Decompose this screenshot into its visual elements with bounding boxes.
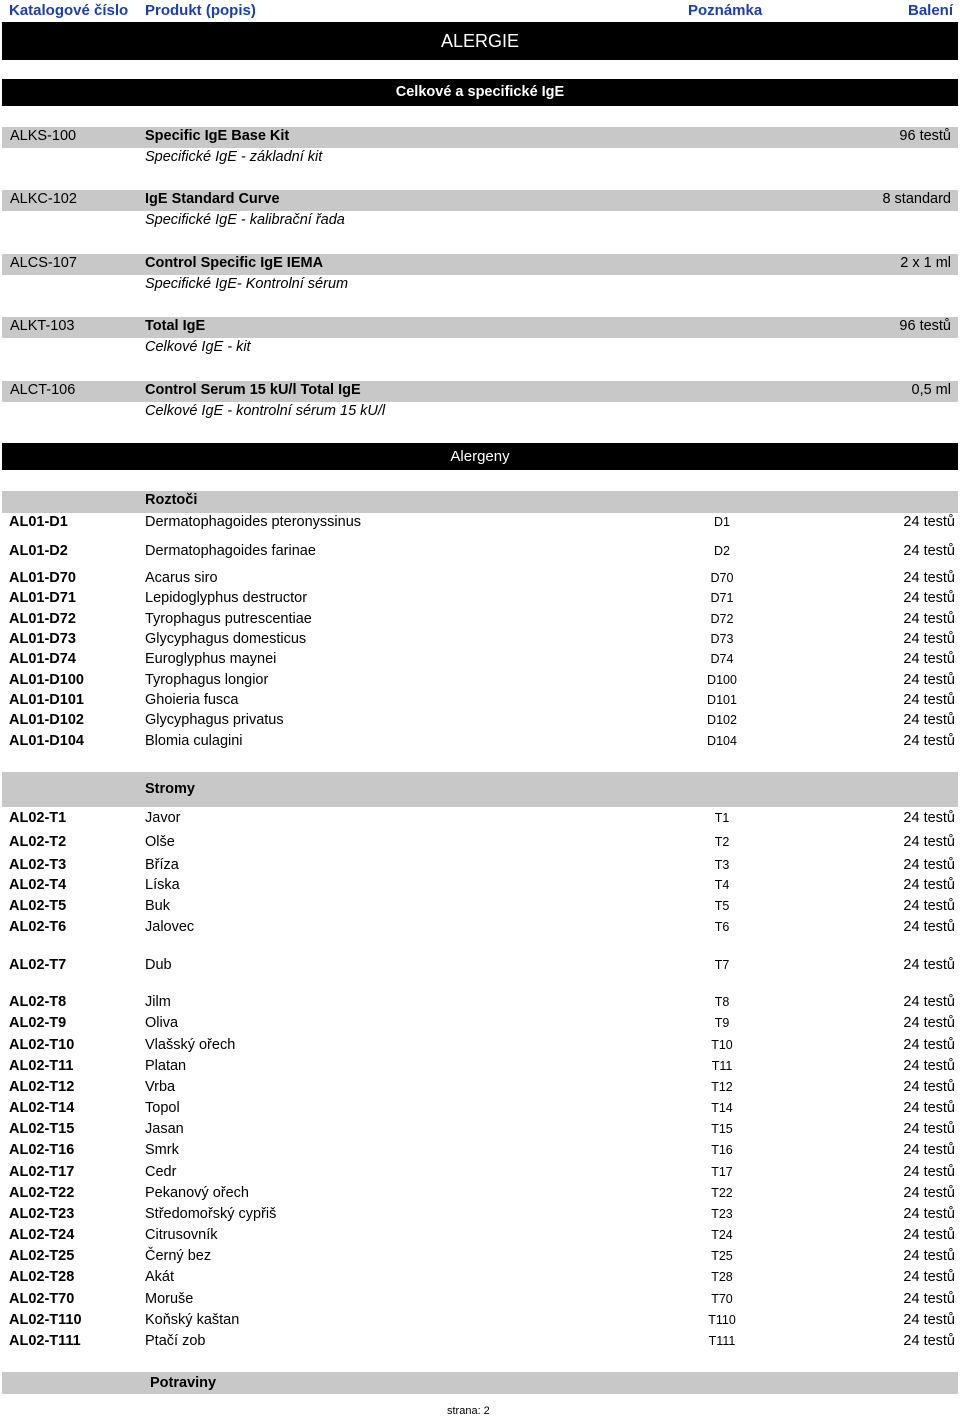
allergen-note: T25 — [711, 1249, 733, 1263]
allergen-pack: 24 testů — [903, 712, 955, 728]
allergen-note: D72 — [710, 612, 734, 626]
allergen-note: T28 — [711, 1270, 733, 1284]
allergen-code: AL02-T4 — [9, 877, 67, 893]
allergen-name: Olše — [145, 834, 175, 850]
allergen-code: AL02-T22 — [9, 1185, 75, 1201]
allergen-pack: 24 testů — [903, 672, 955, 688]
section-title-bar — [2, 22, 958, 60]
allergen-note: D104 — [707, 734, 737, 748]
allergen-code: AL02-T23 — [9, 1206, 75, 1222]
allergen-code: AL01-D74 — [9, 651, 76, 667]
header-catalog-number: Katalogové číslo — [9, 2, 129, 19]
allergen-pack: 24 testů — [903, 1269, 955, 1285]
page-footer: strana: 2 — [447, 1405, 490, 1417]
allergen-pack: 24 testů — [903, 1227, 955, 1243]
allergen-pack: 24 testů — [903, 810, 955, 826]
allergen-name: Glycyphagus domesticus — [145, 631, 307, 647]
ige-pack: 2 x 1 ml — [900, 255, 951, 271]
allergen-pack: 24 testů — [903, 631, 955, 647]
allergen-note: D70 — [710, 571, 734, 585]
allergen-note: D71 — [710, 591, 734, 605]
allergen-name: Tyrophagus putrescentiae — [145, 611, 312, 627]
allergen-name: Líska — [145, 877, 180, 893]
allergen-name: Smrk — [145, 1142, 179, 1158]
allergen-code: AL02-T110 — [9, 1312, 82, 1328]
subsection-title-allergens: Alergeny — [450, 448, 510, 465]
allergen-name: Acarus siro — [145, 570, 218, 586]
allergen-name: Tyrophagus longior — [145, 672, 269, 688]
allergen-code: AL02-T24 — [9, 1227, 75, 1243]
allergen-pack: 24 testů — [903, 877, 955, 893]
group-title-mites: Roztoči — [145, 492, 198, 508]
ige-pack: 96 testů — [899, 318, 951, 334]
allergen-note: T110 — [708, 1313, 736, 1327]
ige-pack: 8 standard — [882, 191, 951, 207]
allergen-note: T12 — [711, 1080, 733, 1094]
ige-code: ALKT-103 — [10, 318, 75, 334]
allergen-pack: 24 testů — [903, 611, 955, 627]
allergen-pack: 24 testů — [903, 994, 955, 1010]
allergen-note: T10 — [711, 1038, 733, 1052]
allergen-pack: 24 testů — [903, 1312, 955, 1328]
ige-description: Specifické IgE- Kontrolní sérum — [145, 276, 349, 292]
ige-code: ALCS-107 — [10, 255, 77, 271]
allergen-note: T3 — [714, 858, 730, 872]
allergen-pack: 24 testů — [903, 1079, 955, 1095]
allergen-note: D101 — [707, 693, 737, 707]
allergen-name: Javor — [145, 810, 181, 826]
allergen-pack: 24 testů — [903, 514, 955, 530]
allergen-code: AL02-T28 — [9, 1269, 75, 1285]
allergen-pack: 24 testů — [903, 919, 955, 935]
ige-code: ALKS-100 — [10, 128, 77, 144]
allergen-code: AL01-D1 — [9, 514, 68, 530]
ige-name: Control Serum 15 kU/l Total IgE — [145, 382, 361, 398]
allergen-pack: 24 testů — [903, 1291, 955, 1307]
allergen-name: Ghoieria fusca — [145, 692, 239, 708]
allergen-note: D2 — [714, 544, 730, 558]
allergen-note: T70 — [711, 1292, 733, 1306]
ige-name: Control Specific IgE IEMA — [145, 255, 324, 271]
allergen-note: T7 — [714, 958, 730, 972]
allergen-name: Jasan — [145, 1121, 184, 1137]
allergen-name: Platan — [145, 1058, 187, 1074]
allergen-pack: 24 testů — [903, 1248, 955, 1264]
allergen-note: T17 — [711, 1165, 733, 1179]
subsection-bar-allergens — [2, 443, 958, 470]
column-header-row — [0, 0, 960, 22]
ige-pack: 0,5 ml — [911, 382, 951, 398]
allergen-code: AL02-T11 — [9, 1058, 74, 1074]
allergen-note: T8 — [714, 995, 730, 1009]
allergen-pack: 24 testů — [903, 1100, 955, 1116]
allergen-pack: 24 testů — [903, 1185, 955, 1201]
allergen-pack: 24 testů — [903, 570, 955, 586]
allergen-code: AL02-T6 — [9, 919, 67, 935]
allergen-note: T1 — [714, 811, 730, 825]
ige-pack: 96 testů — [899, 128, 951, 144]
allergen-name: Lepidoglyphus destructor — [145, 590, 308, 606]
ige-name: Total IgE — [145, 318, 206, 334]
allergen-code: AL01-D102 — [9, 712, 84, 728]
subsection-title-ige: Celkové a specifické IgE — [395, 84, 565, 100]
allergen-name: Glycyphagus privatus — [145, 712, 284, 728]
allergen-code: AL02-T2 — [9, 834, 67, 850]
allergen-note: T14 — [711, 1101, 733, 1115]
allergen-code: AL02-T14 — [9, 1100, 75, 1116]
ige-code: ALKC-102 — [10, 191, 77, 207]
allergen-code: AL01-D70 — [9, 570, 76, 586]
allergen-note: D73 — [710, 632, 734, 646]
allergen-name: Ptačí zob — [145, 1333, 206, 1349]
allergen-code: AL02-T16 — [9, 1142, 75, 1158]
ige-description: Specifické IgE - základní kit — [145, 149, 323, 165]
allergen-code: AL02-T17 — [9, 1164, 75, 1180]
allergen-pack: 24 testů — [903, 651, 955, 667]
allergen-pack: 24 testů — [903, 957, 955, 973]
allergen-pack: 24 testů — [903, 834, 955, 850]
ige-name: Specific IgE Base Kit — [145, 128, 290, 144]
allergen-pack: 24 testů — [903, 1333, 955, 1349]
allergen-pack: 24 testů — [903, 1015, 955, 1031]
group-band-food — [2, 1372, 958, 1394]
allergen-pack: 24 testů — [903, 1058, 955, 1074]
allergen-code: AL02-T10 — [9, 1037, 75, 1053]
allergen-name: Moruše — [145, 1291, 194, 1307]
allergen-pack: 24 testů — [903, 1164, 955, 1180]
allergen-note: T6 — [714, 920, 730, 934]
allergen-code: AL01-D71 — [9, 590, 76, 606]
allergen-name: Středomořský cypřiš — [145, 1206, 277, 1222]
allergen-note: T22 — [711, 1186, 733, 1200]
allergen-name: Černý bez — [145, 1248, 212, 1264]
allergen-note: D74 — [710, 652, 734, 666]
allergen-code: AL02-T3 — [9, 857, 67, 873]
section-title: ALERGIE — [440, 31, 520, 51]
allergen-code: AL02-T15 — [9, 1121, 75, 1137]
allergen-note: T4 — [714, 878, 730, 892]
allergen-code: AL02-T70 — [9, 1291, 75, 1307]
allergen-name: Buk — [145, 898, 170, 914]
allergen-name: Dermatophagoides pteronyssinus — [145, 514, 362, 530]
allergen-pack: 24 testů — [903, 543, 955, 559]
allergen-pack: 24 testů — [903, 692, 955, 708]
allergen-code: AL02-T5 — [9, 898, 67, 914]
allergen-pack: 24 testů — [903, 857, 955, 873]
allergen-note: D100 — [707, 673, 737, 687]
header-product: Produkt (popis) — [145, 2, 256, 19]
header-pack: Balení — [908, 2, 954, 19]
allergen-name: Jalovec — [145, 919, 195, 935]
allergen-name: Vlašský ořech — [145, 1037, 236, 1053]
subsection-bar-ige — [2, 79, 958, 106]
allergen-pack: 24 testů — [903, 1142, 955, 1158]
allergen-name: Koňský kaštan — [145, 1312, 240, 1328]
allergen-note: D1 — [714, 515, 730, 529]
allergen-name: Pekanový ořech — [145, 1185, 249, 1201]
allergen-name: Vrba — [145, 1079, 176, 1095]
allergen-note: D102 — [707, 713, 737, 727]
allergen-code: AL02-T9 — [9, 1015, 67, 1031]
allergen-pack: 24 testů — [903, 1037, 955, 1053]
allergen-name: Akát — [145, 1269, 175, 1285]
allergen-pack: 24 testů — [903, 1206, 955, 1222]
allergen-note: T15 — [711, 1122, 733, 1136]
allergen-code: AL01-D101 — [9, 692, 84, 708]
allergen-note: T5 — [714, 899, 730, 913]
ige-description: Celkové IgE - kit — [145, 339, 251, 355]
header-note: Poznámka — [688, 2, 763, 19]
allergen-note: T11 — [711, 1059, 733, 1073]
allergen-code: AL01-D72 — [9, 611, 76, 627]
allergen-name: Jilm — [145, 994, 171, 1010]
allergen-note: T2 — [714, 835, 730, 849]
allergen-note: T9 — [714, 1016, 730, 1030]
allergen-name: Oliva — [145, 1015, 179, 1031]
allergen-name: Euroglyphus maynei — [145, 651, 277, 667]
allergen-name: Bříza — [145, 857, 179, 873]
allergen-pack: 24 testů — [903, 590, 955, 606]
allergen-note: T23 — [711, 1207, 733, 1221]
allergen-code: AL02-T12 — [9, 1079, 75, 1095]
allergen-name: Dermatophagoides farinae — [145, 543, 316, 559]
allergen-code: AL02-T1 — [9, 810, 67, 826]
allergen-pack: 24 testů — [903, 733, 955, 749]
allergen-code: AL02-T25 — [9, 1248, 75, 1264]
allergen-name: Citrusovník — [145, 1227, 218, 1243]
allergen-code: AL01-D2 — [9, 543, 68, 559]
allergen-pack: 24 testů — [903, 898, 955, 914]
allergen-note: T24 — [711, 1228, 733, 1242]
allergen-note: T111 — [708, 1334, 736, 1348]
allergen-code: AL02-T111 — [9, 1333, 81, 1349]
group-title-trees: Stromy — [145, 781, 195, 797]
allergen-name: Cedr — [145, 1164, 177, 1180]
group-title-food: Potraviny — [150, 1375, 217, 1391]
allergen-code: AL02-T7 — [9, 957, 67, 973]
allergen-code: AL02-T8 — [9, 994, 67, 1010]
allergen-code: AL01-D100 — [9, 672, 84, 688]
allergen-name: Blomia culagini — [145, 733, 243, 749]
ige-name: IgE Standard Curve — [145, 191, 280, 207]
allergen-name: Topol — [145, 1100, 180, 1116]
allergen-code: AL01-D73 — [9, 631, 76, 647]
allergen-name: Dub — [145, 957, 172, 973]
allergen-pack: 24 testů — [903, 1121, 955, 1137]
ige-description: Specifické IgE - kalibrační řada — [145, 212, 345, 228]
ige-description: Celkové IgE - kontrolní sérum 15 kU/l — [145, 403, 386, 419]
ige-code: ALCT-106 — [10, 382, 76, 398]
allergen-note: T16 — [711, 1143, 733, 1157]
allergen-code: AL01-D104 — [9, 733, 84, 749]
